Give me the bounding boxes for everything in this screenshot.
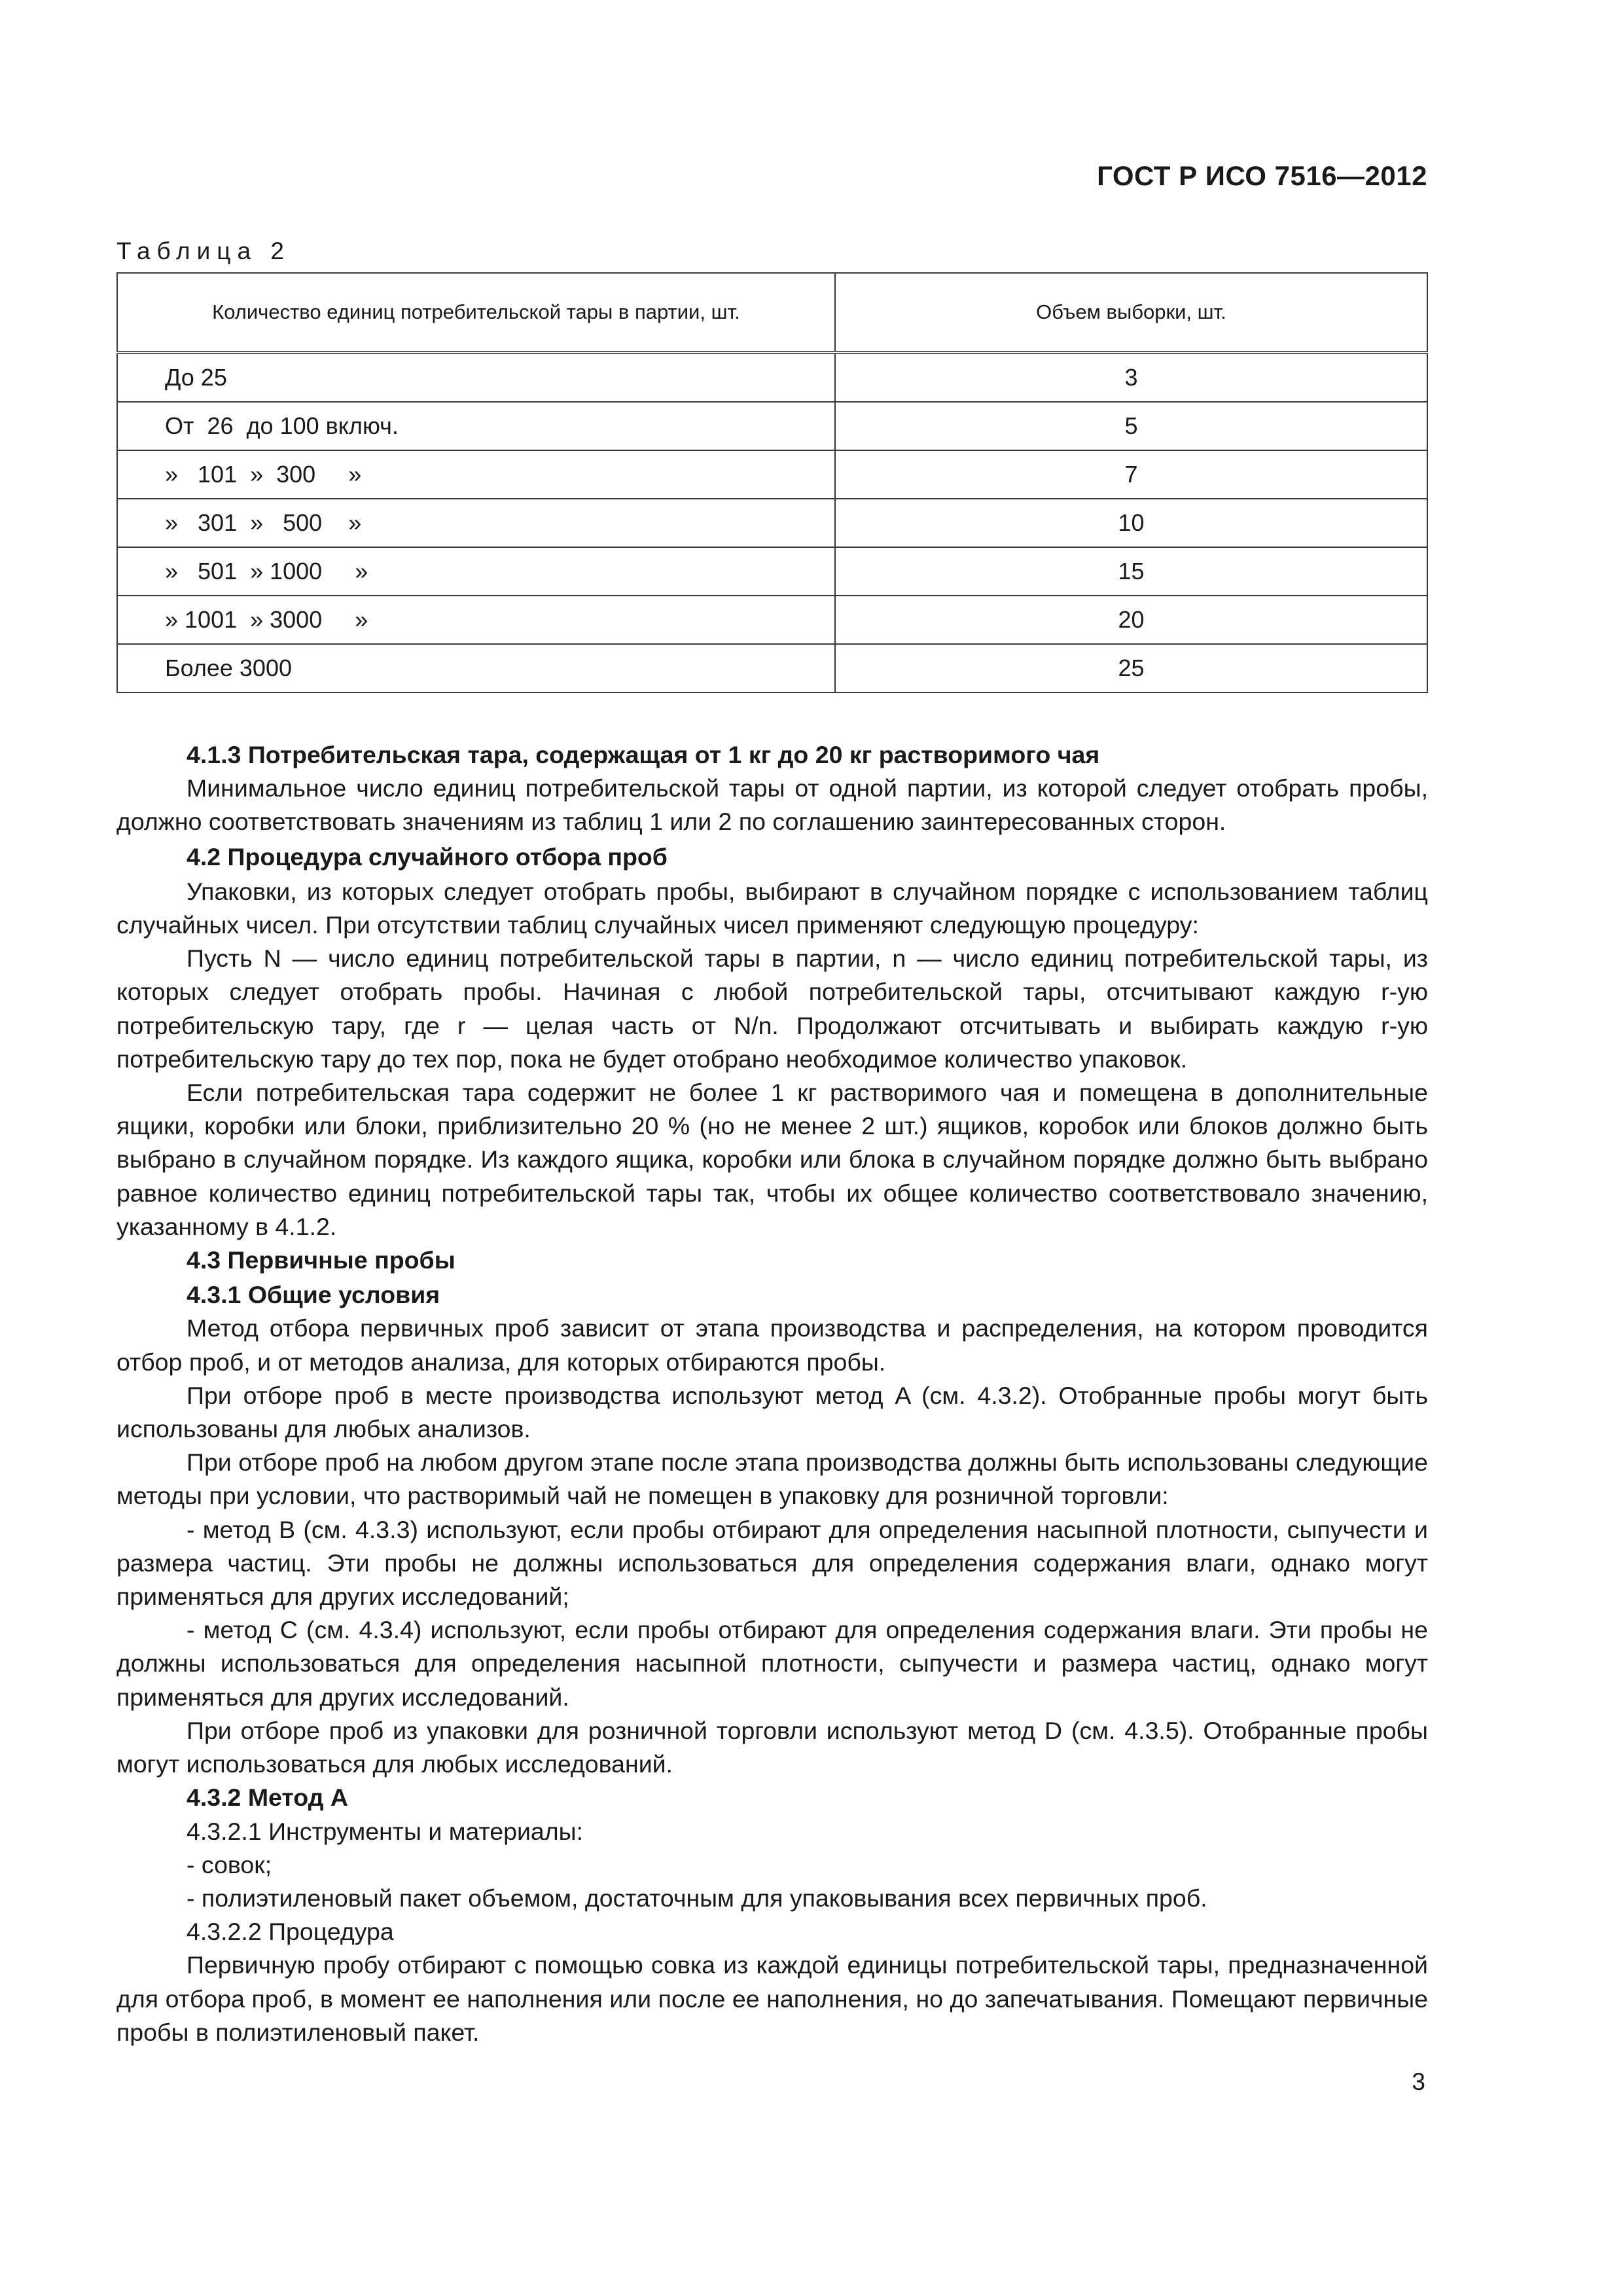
sample-size-cell: 25 — [835, 644, 1427, 692]
table-row — [117, 353, 1427, 403]
page-number: 3 — [1412, 2068, 1425, 2095]
table-row — [117, 644, 1427, 692]
lot-size-cell: До 25 — [117, 353, 835, 403]
section-heading-4-3-2: 4.3.2 Метод A — [187, 1784, 349, 1812]
table-header-row — [117, 273, 1427, 353]
list-item: - полиэтиленовый пакет объемом, достаточным для упаковывания всех первичных проб. — [187, 1884, 1207, 1912]
paragraph: - метод C (см. 4.3.4) используют, если пробы отбирают для определения содержания влаги. Эти пробы не должны использоваться для определения насыпной плотности, сыпучести и размера частиц, однако могут применяться для других исследований. — [116, 1616, 1428, 1711]
paragraph: При отборе проб из упаковки для розничной торговли используют метод D (см. 4.3.5). Отобранные пробы могут использоваться для любых исследований. — [116, 1716, 1428, 1778]
paragraph: Упаковки, из которых следует отобрать пробы, выбирают в случайном порядке с использованием таблиц случайных чисел. При отсутствии таблиц случайных чисел применяют следующую процедуру: — [116, 877, 1428, 939]
paragraph: При отборе проб на любом другом этапе после этапа производства должны быть использованы следующие методы при условии, что растворимый чай не помещен в упаковку для розничной торговли: — [116, 1448, 1428, 1510]
section-heading-4-1-3: 4.1.3 Потребительская тара, содержащая от 1 кг до 20 кг растворимого чая — [187, 741, 1100, 768]
sample-size-cell: 20 — [835, 596, 1427, 644]
table-row — [117, 547, 1427, 596]
lot-size-cell: Более 3000 — [117, 644, 835, 692]
table-row — [117, 499, 1427, 547]
table-row — [117, 596, 1427, 644]
paragraph: При отборе проб в месте производства используют метод A (см. 4.3.2). Отобранные пробы могут быть использованы для любых анализов. — [116, 1381, 1428, 1443]
paragraph: Первичную пробу отбирают с помощью совка из каждой единицы потребительской тары, предназначенной для отбора проб, в момент ее наполнения или после ее наполнения, но до запечатывания. Помещают первичные пробы в полиэтиленовый пакет. — [116, 1951, 1428, 2046]
section-heading-4-3-1: 4.3.1 Общие условия — [187, 1281, 440, 1309]
section-heading-4-2: 4.2 Процедура случайного отбора проб — [187, 842, 668, 870]
sample-size-cell: 15 — [835, 547, 1427, 596]
document-header: ГОСТ Р ИСО 7516—2012 — [1097, 160, 1427, 191]
paragraph: Минимальное число единиц потребительской тары от одной партии, из которой следует отобрать пробы, должно соответствовать значениям из таблиц 1 или 2 по соглашению заинтересованных сторон. — [116, 774, 1428, 836]
table-row — [117, 402, 1427, 450]
lot-size-cell: От 26 до 100 включ. — [117, 402, 835, 450]
table-caption: Таблица 2 — [116, 238, 291, 264]
paragraph: Метод отбора первичных проб зависит от этапа производства и распределения, на котором проводится отбор проб, и от методов анализа, для которых отбираются пробы. — [116, 1314, 1428, 1376]
sample-size-cell: 5 — [835, 402, 1427, 450]
body-text — [116, 738, 1428, 2049]
column-header-lot-size: Количество единиц потребительской тары в партии, шт. — [117, 273, 835, 353]
sample-size-cell: 3 — [835, 353, 1427, 403]
lot-size-cell: » 1001 » 3000 » — [117, 596, 835, 644]
paragraph: 4.3.2.1 Инструменты и материалы: — [187, 1817, 584, 1845]
paragraph: Если потребительская тара содержит не более 1 кг растворимого чая и помещена в дополнительные ящики, коробки или блоки, приблизительно 20 % (но не менее 2 шт.) ящиков, коробок или блоков должно быть выбрано в случайном порядке. Из каждого ящика, коробки или блока в случайном порядке должно быть выбрано равное количество единиц потребительской тары так, чтобы их общее количество соответствовало значению, указанному в 4.1.2. — [116, 1079, 1428, 1240]
sample-size-cell: 10 — [835, 499, 1427, 547]
paragraph: 4.3.2.2 Процедура — [187, 1918, 394, 1946]
list-item: - совок; — [187, 1850, 272, 1878]
lot-size-cell: » 301 » 500 » — [117, 499, 835, 547]
paragraph: Пусть N — число единиц потребительской тары в партии, n — число единиц потребительской тары, из которых следует отобрать пробы. Начиная с любой потребительской тары, отсчитывают каждую r-ую потребительскую тару, где r — целая часть от N/n. Продолжают отсчитывать и выбирать каждую r-ую потребительскую тару до тех пор, пока не будет отобрано необходимое количество упаковок. — [116, 944, 1428, 1073]
sample-size-cell: 7 — [835, 450, 1427, 499]
table-row — [117, 450, 1427, 499]
section-heading-4-3: 4.3 Первичные пробы — [187, 1246, 455, 1274]
lot-size-cell: » 101 » 300 » — [117, 450, 835, 499]
paragraph: - метод B (см. 4.3.3) используют, если пробы отбирают для определения насыпной плотности, сыпучести и размера частиц. Эти пробы не должны использоваться для определения содержания влаги, однако могут применяться для других исследований; — [116, 1515, 1428, 1611]
column-header-sample-size: Объем выборки, шт. — [835, 273, 1427, 353]
sample-size-table — [116, 272, 1428, 693]
lot-size-cell: » 501 » 1000 » — [117, 547, 835, 596]
